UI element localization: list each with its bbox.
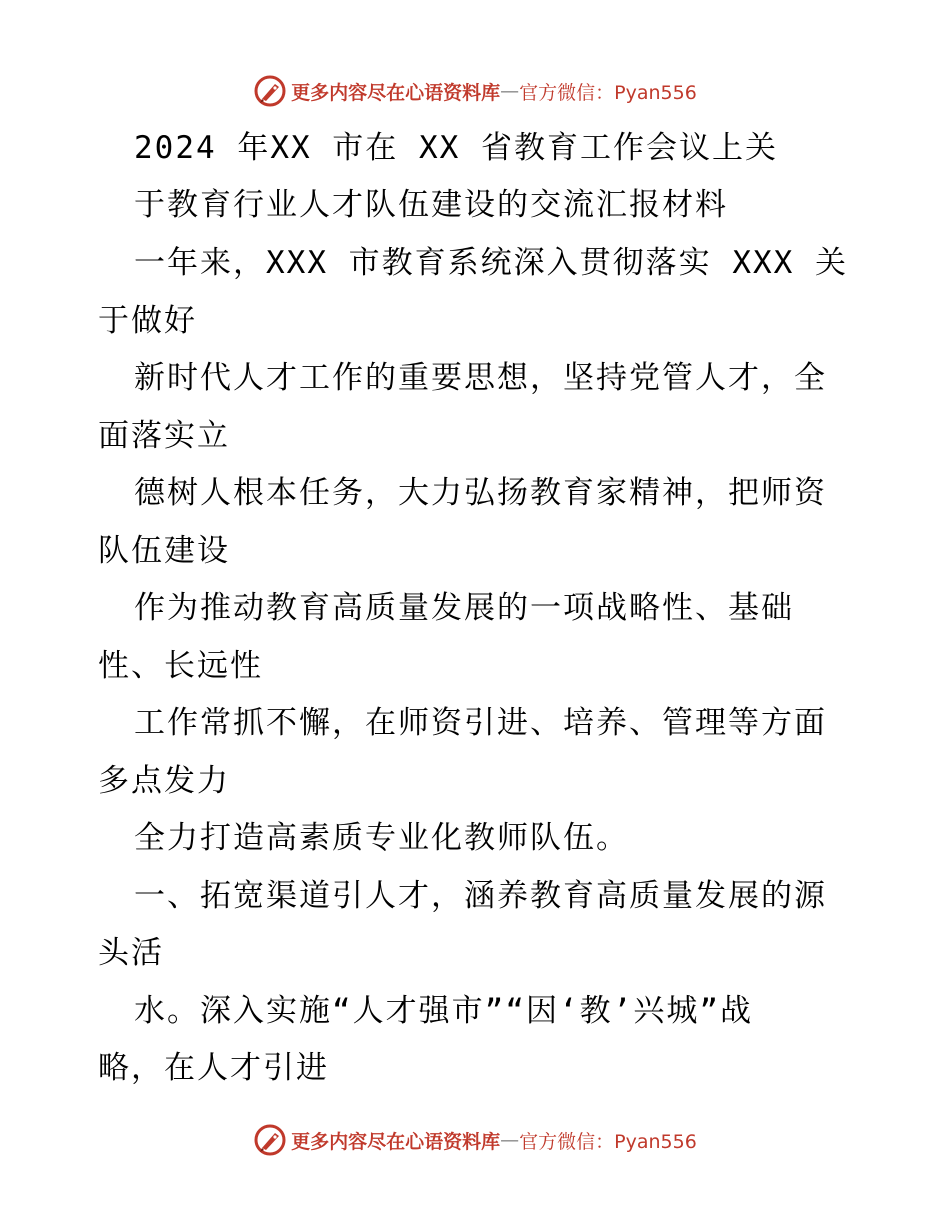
section-heading-line: 一、拓宽渠道引人才，涵养教育高质量发展的源 [134, 878, 827, 914]
paragraph-line: 水。深入实施“人才强市”“因‘教’兴城”战 [134, 993, 753, 1029]
banner-wechat-text: 官方微信：Pyan556 [519, 1130, 697, 1153]
pen-nib-logo-icon [253, 1123, 287, 1157]
header-watermark-banner [0, 71, 950, 111]
paragraph-line: 于做好 [98, 303, 197, 339]
pen-nib-logo-icon [253, 74, 287, 108]
paragraph-line: 工作常抓不懈，在师资引进、培养、管理等方面 [134, 705, 827, 741]
paragraph-line: 德树人根本任务，大力弘扬教育家精神，把师资 [134, 475, 827, 511]
banner-wechat-text: 官方微信：Pyan556 [519, 81, 697, 104]
banner-main-text: 更多内容尽在心语资料库 [291, 1130, 501, 1153]
footer-watermark-banner [0, 1120, 950, 1160]
paragraph-line: 全力打造高素质专业化教师队伍。 [134, 820, 629, 856]
paragraph-line: 队伍建设 [98, 533, 230, 569]
paragraph-line: 略，在人才引进 [98, 1050, 329, 1086]
banner-main-text: 更多内容尽在心语资料库 [291, 81, 501, 104]
paragraph-line: 新时代人才工作的重要思想，坚持党管人才，全 [134, 360, 827, 396]
paragraph-line: 作为推动教育高质量发展的一项战略性、基础 [134, 590, 794, 626]
title-line-2: 于教育行业人才队伍建设的交流汇报材料 [134, 187, 728, 223]
banner-separator: — [500, 80, 520, 102]
title-line-1: 2024 年XX 市在 XX 省教育工作会议上关 [134, 130, 778, 166]
paragraph-line: 多点发力 [98, 763, 230, 799]
banner-separator: — [500, 1129, 520, 1151]
paragraph-line: 头活 [98, 935, 164, 971]
paragraph-line: 一年来，XXX 市教育系统深入贯彻落实 XXX 关 [134, 245, 848, 281]
paragraph-line: 性、长远性 [98, 648, 263, 684]
paragraph-line: 面落实立 [98, 418, 230, 454]
